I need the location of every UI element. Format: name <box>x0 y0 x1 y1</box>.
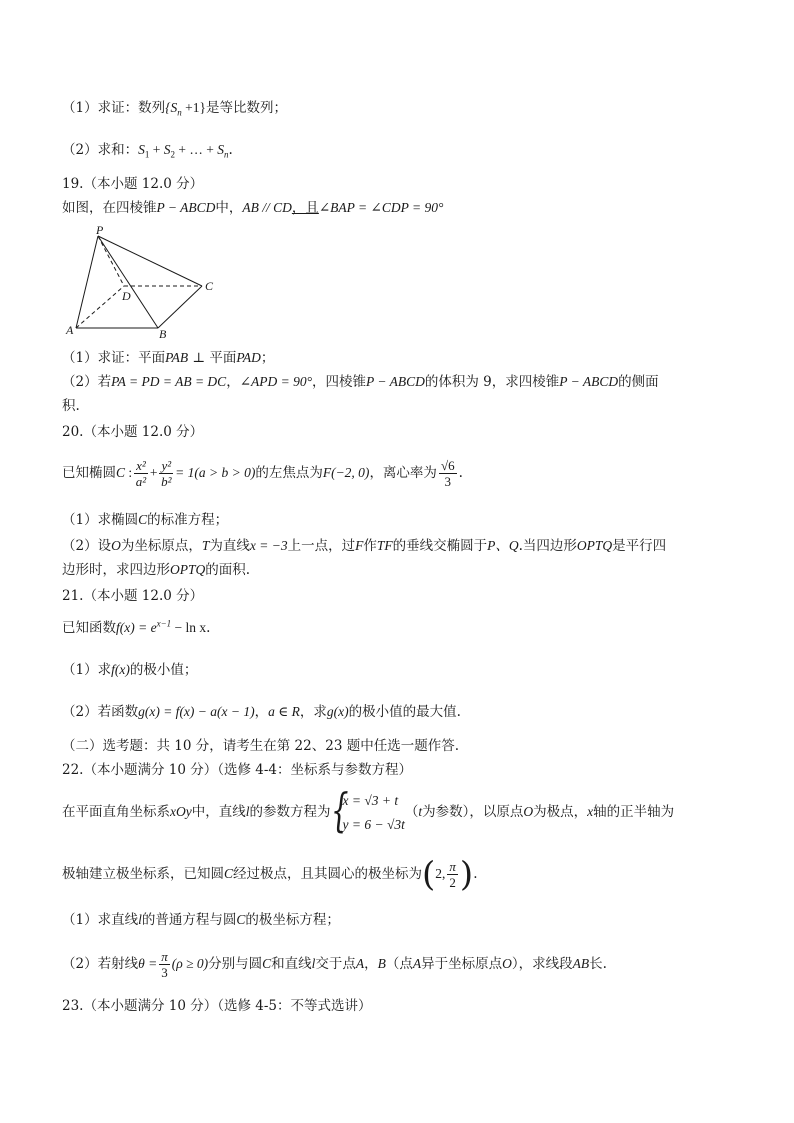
section-2-title: （二）选考题：共 10 分，请考生在第 22、23 题中任选一题作答. <box>62 738 459 754</box>
q21-stem: 已知函数$f(x) = e^{x-1} - \ln x$. <box>62 618 211 636</box>
q19-part2-cont: 积. <box>62 398 80 414</box>
fraction-e: $\frac{√6}{3}$ <box>440 458 455 489</box>
q20-part2-cont: 边形时，求四边形OPTQ的面积. <box>62 562 251 578</box>
parametric-system: { x = √3 + t y = 6 − √3t <box>330 782 405 837</box>
pyramid-figure <box>62 224 222 342</box>
sum-expr: $S_1 + S_2$ + … + $S_n$ <box>138 142 229 160</box>
q19-header: 19.（本小题 12.0 分） <box>62 176 204 192</box>
fraction-pi-3: $\frac{\pi}{3}$ <box>161 949 168 980</box>
fraction-x: $\frac{\text{x²}}{\text{a²}}$ <box>135 458 147 489</box>
q22-header: 22.（本小题满分 10 分）（选修 4-4：坐标系与参数方程） <box>62 762 413 778</box>
q19-part2: （2）若PA = PD = AB = DC，∠APD = 90°，四棱锥P − ABCD的体积为 9，求四棱锥P − ABCD的侧面 <box>62 374 659 390</box>
q19-stem: 如图，在四棱锥P − ABCD中，AB // CD，且∠BAP = ∠CDP = 90° <box>62 200 444 216</box>
q22-stem-cont: 极轴建立极坐标系，已知圆C经过极点，且其圆心的极坐标为(2, $\frac{\pi}{2}$ ). <box>62 854 478 895</box>
q18-part1: （1）求证：数列$\{S_n +1\}$是等比数列； <box>62 100 287 118</box>
q21-header: 21.（本小题 12.0 分） <box>62 588 204 604</box>
q20-stem: 已知椭圆C : $\frac{\text{x²}}{\text{a²}}$ + $\frac{\text{y²}}{\text{b²}}$ = 1(a > b > 0)的左焦点为F(−2, 0)，离心率为 $\frac{√6}{3}$ . <box>62 458 463 489</box>
q21-part2: （2）若函数g(x) = f(x) − a(x − 1)，a ∈ R，求g(x)的极小值的最大值. <box>62 704 461 720</box>
q20-part1: （1）求椭圆C的标准方程； <box>62 512 229 528</box>
q22-part1: （1）求直线l的普通方程与圆C的极坐标方程； <box>62 912 340 928</box>
seq-expr: $\{S_n +1\}$ <box>165 100 206 118</box>
q20-header: 20.（本小题 12.0 分） <box>62 424 204 440</box>
q20-part2: （2）设O为坐标原点，T为直线x = −3上一点，过F作TF的垂线交椭圆于P、Q.当四边形OPTQ是平行四 <box>62 538 667 554</box>
q23-header: 23.（本小题满分 10 分）（选修 4-5：不等式选讲） <box>62 998 372 1014</box>
q22-stem: 在平面直角坐标系xOy中，直线l的参数方程为 { x = √3 + t y = 6 − √3t （t为参数），以原点O为极点，x轴的正半轴为 <box>62 782 675 837</box>
q22-part2: （2）若射线θ = $\frac{\pi}{3}$ (ρ ≥ 0)分别与圆C和直线l交于点A，B（点A异于坐标原点O），求线段AB长. <box>62 949 607 980</box>
q21-part1: （1）求f(x)的极小值； <box>62 662 198 678</box>
label-D: D <box>122 289 131 303</box>
q18-part2: （2）求和：$S_1 + S_2$ + … + $S_n$. <box>62 142 233 160</box>
label-C: C <box>205 279 214 293</box>
fraction-y: $\frac{\text{y²}}{\text{b²}}$ <box>161 458 172 489</box>
label-A: A <box>66 323 74 337</box>
fraction-pi-2: $\frac{\pi}{2}$ <box>449 859 456 890</box>
q19-part1: （1）求证：平面PAB ⊥ 平面PAD； <box>62 350 275 366</box>
label-B: B <box>159 327 167 341</box>
label-P: P <box>96 224 104 237</box>
